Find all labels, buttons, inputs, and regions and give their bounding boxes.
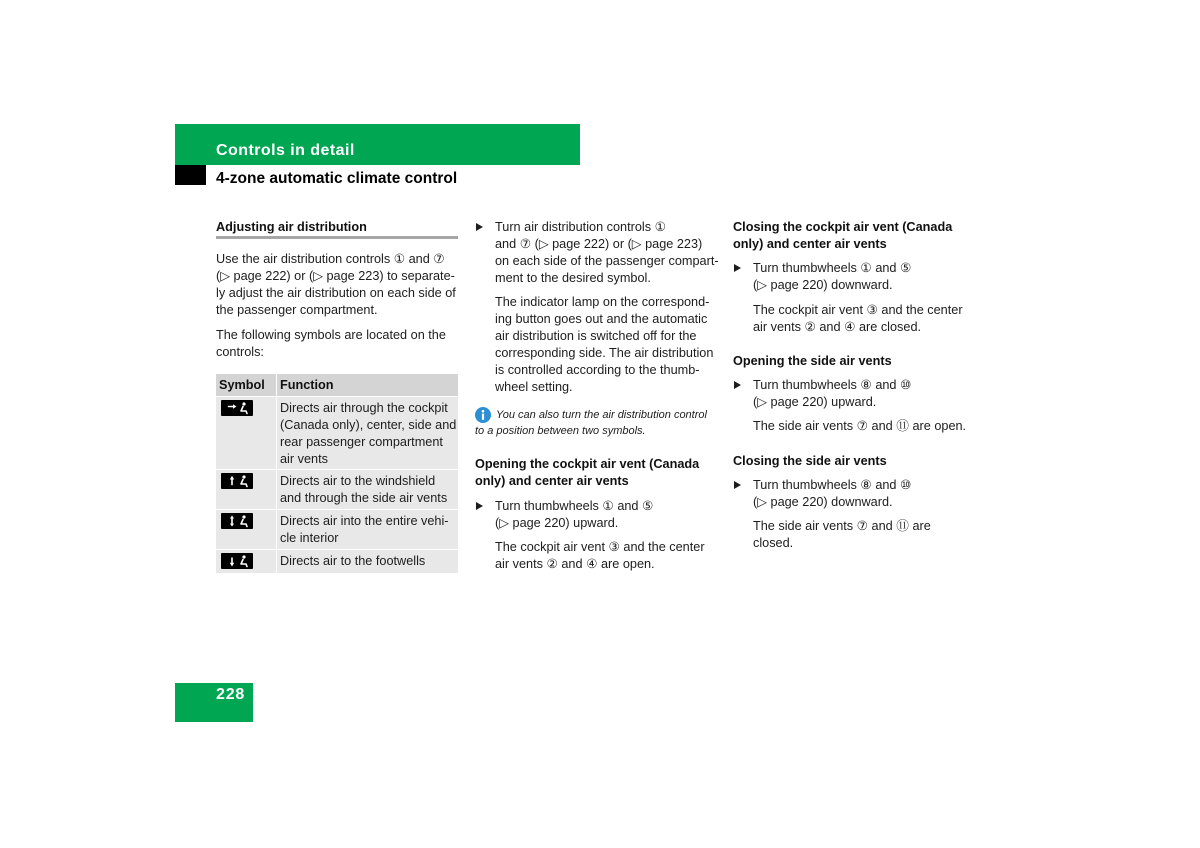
instruction-step <box>495 219 717 287</box>
heading-line: Opening the cockpit air vent (Canada <box>475 456 700 471</box>
result-paragraph <box>753 518 975 552</box>
paragraph-line: The side air vents ⑦ and ⑪ are open. <box>753 418 967 433</box>
table-cell-symbol <box>216 397 276 469</box>
step-line: (▷ page 220) upward. <box>495 515 619 530</box>
table-cell-line: (Canada only), center, side and <box>280 417 457 432</box>
heading-closing-cockpit-vent <box>733 219 975 253</box>
paragraph-line: The following symbols are located on the <box>216 327 446 342</box>
heading-line: Closing the cockpit air vent (Canada <box>733 219 953 234</box>
section-marker <box>175 165 206 185</box>
air-to-cockpit-center-side-rear-vents-icon <box>221 400 253 416</box>
paragraph-symbols-intro <box>216 327 458 361</box>
table-cell-function <box>277 510 458 549</box>
paragraph-intro <box>216 251 458 319</box>
paragraph-line: air vents ② and ④ are open. <box>495 556 655 571</box>
table-cell-line: Directs air to the windshield <box>280 473 436 488</box>
instruction-step <box>495 498 717 532</box>
heading-underline <box>216 236 458 239</box>
table-cell-line: Directs air into the entire vehi- <box>280 513 449 528</box>
note-text <box>475 407 717 439</box>
table-cell-function <box>277 470 458 509</box>
paragraph-line: closed. <box>753 535 794 550</box>
table-cell-line: rear passenger compartment <box>280 434 443 449</box>
step-line: Turn air distribution controls ① <box>495 219 666 234</box>
table-cell-function <box>277 550 458 573</box>
paragraph-line: air distribution is switched off for the <box>495 328 697 343</box>
step-line: (▷ page 220) downward. <box>753 494 893 509</box>
step-text <box>753 260 975 294</box>
instruction-step <box>753 260 975 294</box>
table-cell-symbol <box>216 510 276 549</box>
table-cell-line: and through the side air vents <box>280 490 448 505</box>
table-cell-line: Directs air to the footwells <box>280 553 426 568</box>
step-line: Turn thumbwheels ⑧ and ⑩ <box>753 477 912 492</box>
step-text <box>753 477 975 511</box>
heading-line: Opening the side air vents <box>733 353 892 368</box>
bullet-arrow-icon <box>476 502 483 510</box>
step-line: ment to the desired symbol. <box>495 270 651 285</box>
step-line: and ⑦ (▷ page 222) or (▷ page 223) <box>495 236 703 251</box>
info-icon <box>475 407 491 423</box>
table-cell-symbol <box>216 470 276 509</box>
chapter-title: Controls in detail <box>216 142 355 159</box>
paragraph-line: wheel setting. <box>495 379 573 394</box>
heading-closing-side-vents <box>733 453 975 470</box>
paragraph-line: ing button goes out and the automatic <box>495 311 708 326</box>
step-text <box>495 498 717 532</box>
page-number: 228 <box>216 686 246 703</box>
table-cell-line: air vents <box>280 451 328 466</box>
paragraph-line: (▷ page 222) or (▷ page 223) to separate- <box>216 268 455 283</box>
table-cell-line: cle interior <box>280 530 339 545</box>
table-cell-function <box>277 397 458 469</box>
step-line: (▷ page 220) downward. <box>753 277 893 292</box>
result-paragraph <box>495 539 717 573</box>
heading-line: only) and center air vents <box>733 236 887 251</box>
table-cell-line: Directs air through the cockpit <box>280 400 448 415</box>
heading-adjusting-air-distribution: Adjusting air distribution <box>216 219 367 234</box>
paragraph-line: The side air vents ⑦ and ⑪ are <box>753 518 931 533</box>
bullet-arrow-icon <box>734 264 741 272</box>
symbol-function-table <box>216 374 458 573</box>
bullet-arrow-icon <box>476 223 483 231</box>
note-line: You can also turn the air distribution control <box>496 409 707 421</box>
bullet-arrow-icon <box>734 381 741 389</box>
paragraph-line: corresponding side. The air distribution <box>495 345 714 360</box>
paragraph-line: the passenger compartment. <box>216 302 378 317</box>
paragraph-line: is controlled according to the thumb- <box>495 362 700 377</box>
step-text <box>495 219 717 287</box>
step-line: Turn thumbwheels ① and ⑤ <box>753 260 912 275</box>
paragraph-line: controls: <box>216 344 264 359</box>
info-note <box>475 407 717 439</box>
table-cell-symbol <box>216 550 276 573</box>
paragraph-line: Use the air distribution controls ① and ⑦ <box>216 251 445 266</box>
step-line: Turn thumbwheels ⑧ and ⑩ <box>753 377 912 392</box>
paragraph-line: The cockpit air vent ③ and the center <box>753 302 963 317</box>
result-paragraph <box>495 294 717 396</box>
heading-opening-cockpit-vent <box>475 456 717 490</box>
instruction-step <box>753 477 975 511</box>
step-line: (▷ page 220) upward. <box>753 394 877 409</box>
heading-line: only) and center air vents <box>475 473 629 488</box>
paragraph-line: The indicator lamp on the correspond- <box>495 294 710 309</box>
air-to-windshield-side-vents-icon <box>221 473 253 489</box>
result-paragraph <box>753 418 975 435</box>
table-header-symbol: Symbol <box>216 374 276 396</box>
instruction-step <box>753 377 975 411</box>
result-paragraph <box>753 302 975 336</box>
paragraph-line: The cockpit air vent ③ and the center <box>495 539 705 554</box>
section-title: 4-zone automatic climate control <box>216 170 458 187</box>
bullet-arrow-icon <box>734 481 741 489</box>
paragraph-line: air vents ② and ④ are closed. <box>753 319 922 334</box>
step-text <box>753 377 975 411</box>
air-to-footwells-icon <box>221 553 253 569</box>
air-to-entire-interior-icon <box>221 513 253 529</box>
paragraph-line: ly adjust the air distribution on each side of <box>216 285 456 300</box>
step-line: Turn thumbwheels ① and ⑤ <box>495 498 654 513</box>
step-line: on each side of the passenger compart- <box>495 253 719 268</box>
heading-line: Closing the side air vents <box>733 453 887 468</box>
note-line: to a position between two symbols. <box>475 425 646 437</box>
table-header-function: Function <box>277 374 458 396</box>
heading-opening-side-vents <box>733 353 975 370</box>
